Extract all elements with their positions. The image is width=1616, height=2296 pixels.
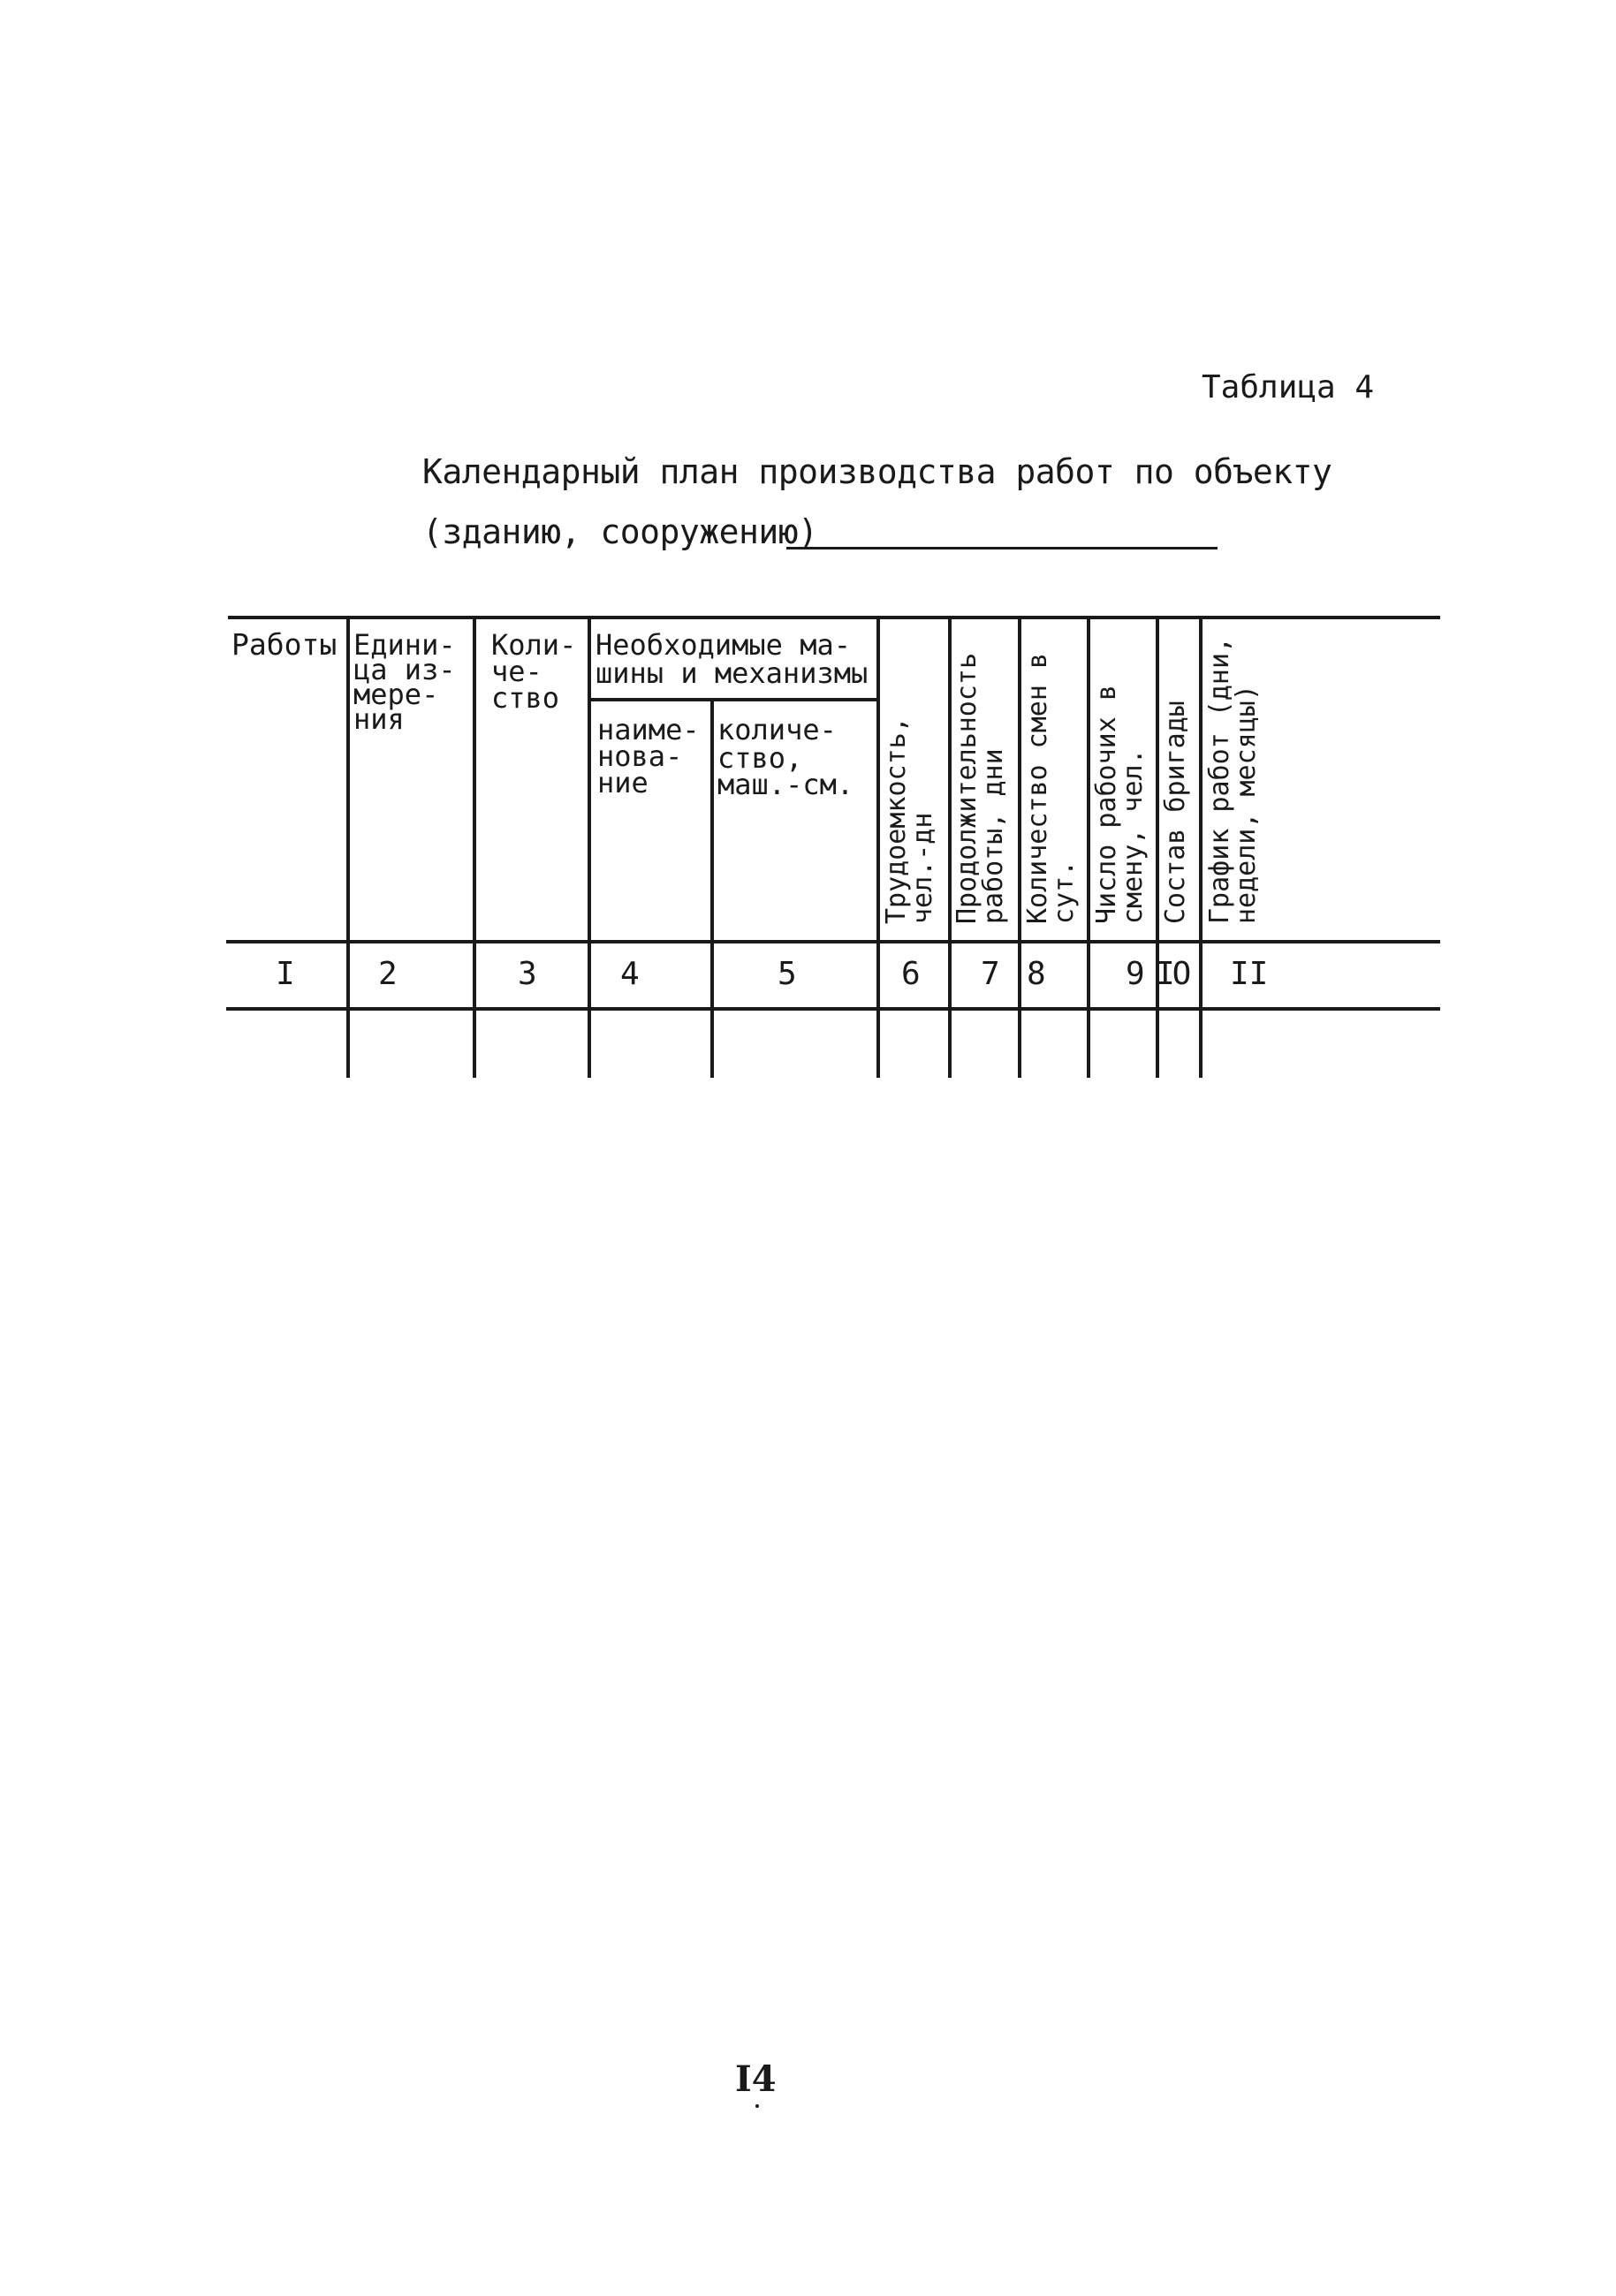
column-divider — [1087, 618, 1090, 1078]
column-number: 3 — [518, 956, 537, 992]
header-works: Работы — [231, 627, 338, 662]
column-number: 6 — [901, 956, 921, 992]
column-number: 8 — [1027, 956, 1046, 992]
page-number: I4 — [735, 2058, 777, 2100]
table-label: Таблица 4 — [1202, 369, 1375, 405]
column-divider — [1018, 618, 1021, 1078]
column-number: 5 — [778, 956, 797, 992]
column-number: II — [1230, 956, 1269, 992]
column-divider — [876, 618, 880, 1078]
machines-sub-rule — [588, 698, 876, 701]
column-number: 7 — [981, 956, 1000, 992]
speck-mark — [755, 2104, 759, 2108]
column-number: 4 — [620, 956, 640, 992]
column-number: 9 — [1126, 956, 1145, 992]
column-divider — [473, 618, 476, 1078]
table-top-rule — [228, 616, 1440, 619]
numbers-bottom-rule — [226, 1007, 1440, 1011]
column-number: 2 — [378, 956, 398, 992]
document-subtitle: (зданию, сооружению) — [422, 512, 818, 551]
column-number: IO — [1156, 956, 1189, 992]
column-divider — [1156, 618, 1159, 1078]
column-divider — [710, 700, 714, 1078]
header-bottom-rule — [226, 940, 1440, 943]
document-title: Календарный план производства работ по объекту — [422, 452, 1332, 491]
schedule-table: Работы Едини- ца из- мере- ния Коли- че- ство Необходимые ма- шины и механизмы наиме- нова- ние количе- ство, маш.-см. Трудоемкость, чел.-дн Продолжительность работы, дни Количество смен в сут. Число рабочих в смену, чел. Состав бригады График работ (дни, недели, месяцы) I 2 3 4 5 6 7 8 9 IO II — [0, 0, 1616, 1148]
column-number: I — [276, 956, 295, 992]
column-divider — [346, 618, 350, 1078]
column-divider — [588, 618, 591, 1078]
column-divider — [1199, 618, 1203, 1078]
